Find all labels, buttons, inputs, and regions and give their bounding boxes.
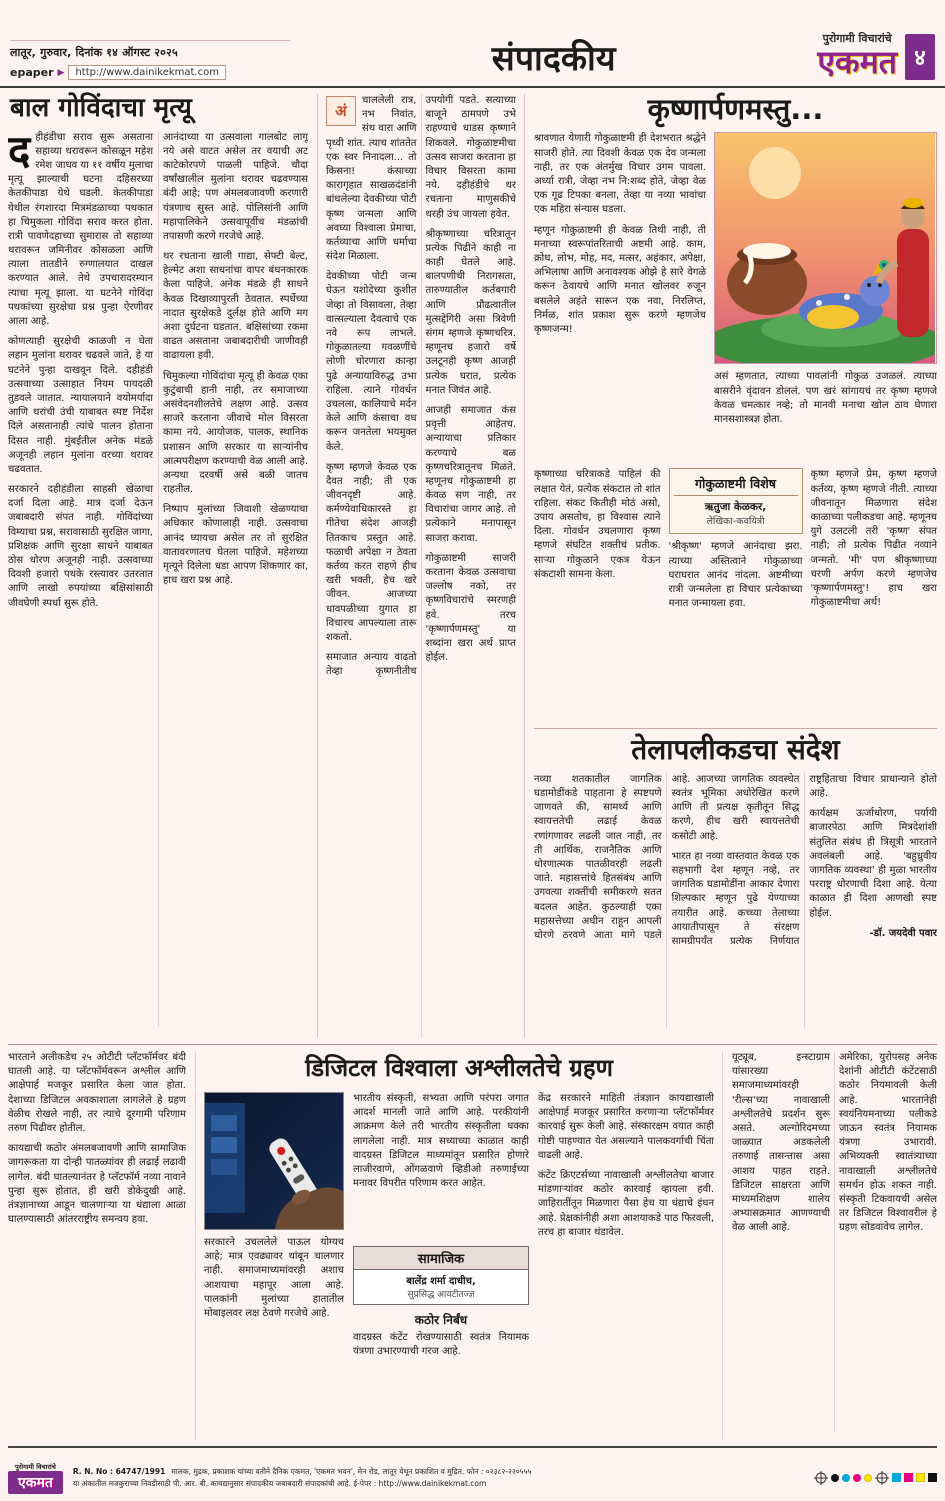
article-telapalikad bbox=[534, 728, 937, 1028]
body-paragraph: निष्पाप मुलांच्या जिवाशी खेळण्याचा अधिकार कोणालाही नाही. उत्सवाचा आनंद घ्यायचा असेल तर तो सुरक्षित वातावरणातच घेतला पाहिजे. महेशच्या मृत्यूने दिलेला धडा आपण शिकणार का, हाच खरा प्रश्न आहे. bbox=[163, 504, 308, 587]
box-role: सुप्रसिद्ध आयटीतज्ज्ञ bbox=[407, 1290, 475, 1300]
body-paragraph: केंद्र सरकारने माहिती तंत्रज्ञान कायद्याखाली आक्षेपार्ह मजकूर प्रसारित करणाऱ्या प्लॅटफॉर्मवर कारवाई सुरू केली आहे. संस्कारक्षम वयात काही गोष्टी पाहण्यात येत असल्याने पालकवर्गाची चिंता वाढली आहे. bbox=[538, 1093, 714, 1161]
yellow-ink-dot bbox=[864, 1474, 872, 1482]
imprint-line-2: या अंकातील मजकुराच्या निवडीसाठी पी. आर. बी. कायद्यानुसार संपादकीय जबाबदारी संपादकांची आहे. ई-पेपर : http://www.dainikekmat.com bbox=[72, 1478, 487, 1488]
paragraph-list bbox=[353, 1331, 529, 1397]
paragraph-list bbox=[811, 468, 938, 720]
main-top-section bbox=[0, 88, 945, 1040]
special-box-title: गोकुळाष्टमी विशेष bbox=[674, 475, 798, 496]
article-bal-govinda bbox=[8, 94, 308, 1038]
tv-remote-photo bbox=[204, 1092, 344, 1230]
special-box-role: लेखिका-कवयित्री bbox=[706, 516, 765, 528]
paragraph-list bbox=[8, 1051, 186, 1431]
section-title: संपादकीय bbox=[491, 39, 616, 79]
digital-middle-row bbox=[204, 1092, 714, 1422]
crosshair-mark-icon bbox=[875, 1471, 889, 1485]
digital-column-1 bbox=[8, 1051, 186, 1440]
header-left bbox=[10, 40, 290, 80]
body-paragraph: म्हणून गोकुळाष्टमी ही केवळ तिथी नाही, ती मनाच्या स्वरूपांतरिताची अष्टमी आहे. काम, क्रोध, लोभ, मोह, मद, मत्सर, अहंकार, अपेक्षा, अभिलाषा आणि अनावश्यक ओझे हे सारे वेगळे करून ठेवायचे आणि मनात खोलवर रुजून बसलेले अहंते सारून एक नवा, निरलिप्त, निर्मळ, शांत प्रकाश सुरू करणे म्हणजेच कृष्णजन्म! bbox=[534, 224, 706, 335]
gokulashtami-special-box bbox=[669, 468, 803, 534]
body-paragraph: कृष्णाच्या चरित्राकडे पाहिलं की लक्षात येतं, प्रत्येक संकटात तो शांत राहिला. संकट कितीही मोठं असो, उपाय असतोच, हा विश्वास त्याने दिला. गोवर्धन उचलणारा कृष्ण म्हणजे संघटित शक्तीचं प्रतीक. साऱ्या गोकुळाने एकत्र येऊन संकटाशी सामना केला. bbox=[534, 469, 661, 580]
lead-paragraph bbox=[8, 131, 153, 330]
page-header bbox=[0, 0, 945, 88]
special-box-author: ऋतुजा केळकर, bbox=[704, 501, 767, 514]
digital-right-columns bbox=[732, 1051, 937, 1440]
body-paragraph: आनंदाच्या या उत्सवाला गालबोट लागू नये असे वाटत असेल तर वयाची अट काटेकोरपणे पाळली पाहिजे. चौदा वर्षांखालील मुलांना थरावर चढवण्यास बंदी आहे; पण अंमलबजावणी करणारी यंत्रणाच सुस्त आहे. पोलिसांनी आणि महापालिकेने उत्सवापूर्वीच मंडळांची तपासणी करणे गरजेचे आहे. bbox=[163, 131, 308, 242]
body-paragraph: -डॉ. जयदेवी पवार bbox=[869, 927, 937, 939]
magenta-color-patch bbox=[904, 1473, 913, 1482]
krish-bottom-right bbox=[811, 468, 938, 720]
body-paragraph: कार्यक्षम ऊर्जाधोरण, पर्यायी बाजारपेठा आणि मित्रदेशांशी संतुलित संबंध ही त्रिसूत्री भारताने अवलंबली आहे. 'बहुध्रुवीय जागतिक व्यवस्था' ही मुळा भारतीय परराष्ट्र धोरणाची दिशा आहे. येत्या काळात ही दिशा आणखी स्पष्ट होईल. bbox=[809, 808, 937, 919]
lead-text: चाललेली रात्र, नभ निवांत, संथ वारा आणि पृथ्वी शांत. त्याच शांततेत एक स्वर निनादला... तो किसना! कंसाच्या कारागृहात साखळदंडांनी बांधलेल्या देवकीच्या पोटी कृष्ण जन्मला आणि अवघ्या विश्वाला प्रेमाचा, कर्तव्याचा आणि धर्माचा संदेश मिळाला. bbox=[326, 95, 417, 263]
krishna-illustration bbox=[714, 132, 937, 364]
krish-bottom-row bbox=[534, 468, 937, 720]
body-paragraph: कोणत्याही सुरक्षेची काळजी न घेता लहान मुलांना थरावर चढवले जाते, हे या घटनेने पुन्हा दाखवून दिले. दहीहंडी उत्सवाच्या उत्साहात नियम पायदळी तुडवले जातात. न्यायालयाने वयोमर्यादा आणि थरांची उंची याबाबत स्पष्ट निर्देश दिले असतानाही त्यांचे पालन होताना दिसत नाही. मुंबईतील अनेक मंडळे अजूनही लहान मुलांना वरच्या थरावर चढवतात. bbox=[8, 336, 153, 475]
body-paragraph: कायद्याची कठोर अंमलबजावणी आणि सामाजिक जागरूकता या दोन्ही पातळ्यांवर ही लढाई लढावी लागेल. बंदी घातल्यानंतर हे प्लॅटफॉर्म नव्या नावाने पुन्हा सुरू होतात, ही खरी डोकेदुखी आहे. तंत्रज्ञानाच्या आडून चालणाऱ्या या धंद्याला आळा घालण्यासाठी आंतरराष्ट्रीय समन्वय हवा. bbox=[8, 1143, 186, 1226]
paragraph-list bbox=[534, 468, 661, 720]
body-paragraph: यूट्यूब, इन्स्टाग्राम यांसारख्या समाजमाध्यमांवरही 'रील्स'च्या नावाखाली अश्लीलतेचे प्रदर्शन सुरू असते. अल्गोरिदमच्या जाळ्यात अडकलेली तरुणाई तासन्तास असा आशय पाहत राहते. डिजिटल साक्षरता आणि माध्यमशिक्षण शालेय अभ्यासक्रमात आणण्याची वेळ आली आहे. bbox=[732, 1052, 830, 1234]
footer-masthead bbox=[8, 1462, 63, 1494]
epaper-url-link[interactable]: http://www.dainikekmat.com bbox=[68, 65, 226, 80]
samajik-author-box bbox=[353, 1246, 529, 1305]
print-registration-marks bbox=[814, 1471, 937, 1485]
paragraph-list bbox=[732, 1051, 937, 1433]
body-paragraph: सरकारने उचललेले पाऊल योग्यच आहे; मात्र एवढ्यावर थांबून चालणार नाही. समाजमाध्यमांवरही अशाच आशयाचा महापूर आला आहे. पालकांनी मुलांच्या हातातील मोबाइलवर लक्ष ठेवणे गरजेचे आहे. bbox=[204, 1237, 344, 1319]
dateline: लातूर, गुरुवार, दिनांक १४ ऑगस्ट २०२५ bbox=[10, 46, 178, 59]
subheadline: कठोर निर्बंध bbox=[414, 1313, 468, 1327]
paragraph-list bbox=[353, 1092, 529, 1242]
digital-box-column bbox=[353, 1092, 529, 1422]
body-paragraph: भारताने अलीकडेच २५ ओटीटी प्लॅटफॉर्मवर बंदी घातली आहे. या प्लॅटफॉर्मवरून अश्लील आणि आक्षेपार्ह मजकूर प्रसारित केला जात होता. देशाच्या डिजिटल अवकाशाला लागलेले हे ग्रहण वेळीच रोखले नाही, तर त्याचे दूरगामी परिणाम तरुण पिढीवर होतील. bbox=[8, 1052, 186, 1134]
body-paragraph: आजही समाजात कंस प्रवृत्ती आहेतच. अन्यायाचा प्रतिकार करण्याचे बळ कृष्णचरित्रातूनच मिळते. म्हणूनच गोकुळाष्टमी हा केवळ सण नाही, तर विचारांचा जागर आहे. तो प्रत्येकाने मनापासून साजरा करावा. bbox=[425, 404, 516, 544]
box-title: सामाजिक bbox=[354, 1247, 528, 1270]
krish-bottom-middle bbox=[669, 468, 803, 720]
krish-left-column bbox=[534, 132, 706, 462]
paragraph-list bbox=[538, 1092, 714, 1422]
editorial-marker: अं bbox=[326, 96, 356, 126]
yellow-color-patch bbox=[916, 1473, 925, 1482]
article-headline: बाल गोविंदाचा मृत्यू bbox=[10, 93, 192, 123]
play-icon: ▶ bbox=[57, 67, 65, 78]
masthead-tagline: पुरोगामी विचारांचे bbox=[822, 32, 892, 46]
body-paragraph: देवकीच्या पोटी जन्म घेऊन यशोदेच्या कुशीत जेव्हा तो विसावला, तेव्हा वात्सल्याला दैवत्वाचे एक नवे रूप लाभले. गोकुळातल्या गवळणींचे लोणी चोरणारा कान्हा पुढे अन्यायाविरुद्ध उभा राहिला. त्याने गोवर्धन उचलला, कालियाचे मर्दन केले आणि कंसाचा वध करून जनतेला भयमुक्त केले. bbox=[326, 271, 417, 453]
body-paragraph: कृष्ण म्हणजे प्रेम, कृष्ण म्हणजे कर्तव्य, कृष्ण म्हणजे नीती. त्याच्या जीवनातून मिळणारा संदेश काळाच्या पलीकडचा आहे. म्हणूनच युगे उलटली तरी 'कृष्ण' संपत नाही; तो प्रत्येक पिढीत नव्याने जन्मतो. 'मी' पण श्रीकृष्णाच्या चरणी अर्पण करणे म्हणजेच 'कृष्णार्पणमस्तु'! हाच खरा गोकुळाष्टमीचा अर्थ! bbox=[810, 469, 937, 609]
body-paragraph: भारत हा नव्या वास्तवात केवळ एक सहभागी देश म्हणून नव्हे, तर जागतिक घडामोडींना आकार देणारा शिल्पकार म्हणून पुढे येण्याच्या तयारीत आहे. कच्च्या तेलाच्या आयातीपासून ते संरक्षण सामग्रीपर्यंत प्रत्येक निर्णयात राष्ट्रहिताचा विचार प्राधान्याने होतो आहे. bbox=[671, 773, 937, 947]
article-body bbox=[8, 131, 308, 1027]
article-editorial-anchor bbox=[317, 94, 525, 1038]
imprint-publisher: मालक, मुद्रक, प्रकाशक यांच्या वतीने दैनिक एकमत, 'एकमत भवन', मेन रोड, लातूर येथून प्रकाशित व मुद्रित. फोन : ०२३८२-२२०५५५ bbox=[171, 1466, 532, 1476]
body-paragraph: 'श्रीकृष्ण' म्हणजे आनंदाचा झरा. त्याच्या अस्तित्वाने गोकुळाच्या घराघरात आनंद नांदला. अष्टमीच्या रात्री जन्मलेला हा विचार प्रत्येकाच्या मनात जन्मायला हवा. bbox=[668, 541, 803, 610]
box-author: बालेंद्र शर्मा दाधीच, bbox=[406, 1276, 476, 1287]
digital-column-4 bbox=[538, 1092, 714, 1422]
body-paragraph: थर रचताना खाली गाद्या, सेफ्टी बेल्ट, हेल्मेट अशा साधनांचा वापर बंधनकारक केला पाहिजे. अनेक मंडळे ही साधने केवळ दिखाव्यापुरती ठेवतात. स्पर्धेच्या नादात सुरक्षेकडे दुर्लक्ष होते आणि मग अशा दुर्घटना घडतात. बक्षिसांच्या रकमा वाढत असताना जबाबदारीची जाणीवही वाढायला हवी. bbox=[163, 251, 308, 362]
masthead-brand: एकमत bbox=[817, 43, 897, 82]
body-paragraph: गोकुळाष्टमी साजरी करताना केवळ उत्सवाचा जल्लोष नको, तर कृष्णविचारांचे स्मरणही हवे. तरच 'कृष्णार्पणमस्तु' या शब्दांना खरा अर्थ प्राप्त होईल. bbox=[425, 552, 516, 664]
black-color-patch bbox=[928, 1473, 937, 1482]
body-paragraph: कृष्ण म्हणजे केवळ एक दैवत नाही; ती एक जीवनदृष्टी आहे. कर्मण्येवाधिकारस्ते हा गीतेचा संदेश आजही तितकाच प्रस्तुत आहे. फळाची अपेक्षा न ठेवता कर्तव्य करत राहणे हीच खरी भक्ती, हेच खरे जीवन. आजच्या धावपळीच्या युगात हा विचारच आपल्याला तारू शकतो. bbox=[326, 461, 417, 643]
body-paragraph: वादग्रस्त कंटेंट रोखण्यासाठी स्वतंत्र नियामक यंत्रणा उभारण्याची गरज आहे. bbox=[353, 1332, 529, 1358]
article-body bbox=[326, 94, 516, 1038]
footer-brand: एकमत bbox=[8, 1471, 63, 1494]
cyan-ink-dot bbox=[842, 1474, 850, 1482]
digital-middle bbox=[195, 1051, 723, 1440]
krish-bottom-left bbox=[534, 468, 661, 720]
article-headline: तेलापलीकडचा संदेश bbox=[631, 733, 840, 767]
article-headline: डिजिटल विश्वाला अश्लीलतेचे ग्रहण bbox=[305, 1054, 613, 1082]
paragraph-list bbox=[669, 540, 803, 690]
krish-right-column bbox=[714, 132, 937, 462]
page-number: ४ bbox=[905, 34, 935, 80]
paragraph-list bbox=[204, 1236, 344, 1416]
crosshair-mark-icon bbox=[814, 1471, 828, 1485]
article-headline: कृष्णार्पणमस्तु... bbox=[647, 92, 824, 126]
imprint-line-1 bbox=[73, 1466, 804, 1478]
body-paragraph: अमेरिका, युरोपसह अनेक देशांनी ओटीटी कंटेंटसाठी कठोर नियमावली केली आहे. भारतानेही स्वयंनियमनाच्या पलीकडे जाऊन स्वतंत्र नियामक यंत्रणा उभारावी. अभिव्यक्ती स्वातंत्र्याच्या नावाखाली अश्लीलतेचे समर्थन होऊ शकत नाही. संस्कृती टिकवायची असेल तर डिजिटल विश्वावरील हे ग्रहण सोडवावेच लागेल. bbox=[839, 1052, 937, 1234]
imprint-text bbox=[73, 1466, 804, 1490]
article-krishnarpanmastu bbox=[534, 94, 937, 720]
krish-top-row bbox=[534, 132, 937, 462]
masthead bbox=[817, 31, 897, 80]
paragraph-list bbox=[714, 370, 937, 458]
epaper-label[interactable]: epaper bbox=[10, 66, 54, 79]
body-paragraph: श्रीकृष्णाच्या चरित्रातून प्रत्येक पिढीने काही ना काही घेतले आहे. बालपणीची निरागसता, तारुण्यातील कर्तबगारी आणि प्रौढत्वातील मुत्सद्देगिरी असा त्रिवेणी संगम म्हणजे कृष्णचरित्र. म्हणूनच हजारो वर्षे उलटूनही कृष्ण आजही प्रत्येक घरात, प्रत्येक मनात जिवंत आहे. bbox=[425, 228, 516, 396]
lead-text: हीहंडीचा सराव सुरू असताना सहाव्या थरावरून कोसळून महेश रमेश जाधव या ११ वर्षीय मुलाचा मृत्यू झाल्याची घटना दहिसरच्या केतकीपाडा येथे घडली. केतकीपाडा येथील रंगशारदा मित्रमंडळाच्या पथकात हा चिमुकला गोविंदा सराव करत होता. रात्री पावणेदहाच्या सुमारास तो सहाव्या थरावरून जमिनीवर कोसळला आणि त्याला तातडीने रुग्णालयात दाखल करण्यात आले. तेथे उपचारादरम्यान त्याचा मृत्यू झाला. या घटनेने गोविंदा पथकांच्या सुरक्षेचा प्रश्न पुन्हा ऐरणीवर आला आहे. bbox=[8, 131, 153, 328]
article-body bbox=[534, 773, 937, 1029]
cyan-color-patch bbox=[892, 1473, 901, 1482]
registration-number: R. N. No : 64747/1991 bbox=[72, 1466, 166, 1476]
body-paragraph: नव्या शतकातील जागतिक घडामोडींकडे पाहताना हे स्पष्टपणे जाणवते की, सामर्थ्य आणि स्वायत्ततेची लढाई केवळ रणांगणावर लढली जात नाही, तर ती आर्थिक, राजनैतिक आणि धोरणात्मक पातळीवरही लढली जाते. महासत्तांचे हितसंबंध आणि उगवत्या शक्तींची समीकरणे सतत बदलत आहेत. कुठल्याही एका महासत्तेच्या अधीन राहून आपली धोरणे ठरवणे आता मागे पडले आहे. आजच्या जागतिक व्यवस्थेत स्वतंत्र भूमिका अधोरेखित करणे आणि ती प्रत्यक्ष कृतीतून सिद्ध करणे, हीच खरी स्वायत्ततेची कसोटी आहे. bbox=[534, 773, 800, 941]
magenta-ink-dot bbox=[853, 1474, 861, 1482]
header-right bbox=[817, 31, 935, 80]
body-paragraph: श्रावणात येणारी गोकुळाष्टमी ही देशभरात श्रद्धेने साजरी होते. त्या दिवशी केवळ एक देव जन्मला नाही, तर एक अंतर्मुख विचार उगम पावला. अर्ध्या रात्री, जेव्हा नभ नि:शब्द होते, जेव्हा वेळ एक गूढ टिपका बनला, तेव्हा या नव्या भावांचा एक महिरा संन्यास घडला. bbox=[534, 133, 706, 216]
body-paragraph: चिमुकल्या गोविंदांचा मृत्यू ही केवळ एका कुटुंबाची हानी नाही, तर समाजाच्या असंवेदनशीलतेचे लक्षण आहे. उत्सव साजरे करताना जीवाचे मोल विसरता कामा नये. आयोजक, पालक, स्थानिक प्रशासन आणि सरकार या साऱ्यांनीच आत्मपरीक्षण करण्याची वेळ आली आहे. अन्यथा दरवर्षी असे बळी जातच राहतील. bbox=[163, 370, 308, 496]
black-ink-dot bbox=[831, 1474, 839, 1482]
paragraph-list bbox=[534, 132, 706, 462]
body-paragraph: समाजात अन्याय वाढतो तेव्हा कृष्णनीतीच उपयोगी पडते. सत्याच्या बाजूने ठामपणे उभे राहण्याचे धाडस कृष्णाने शिकवले. गोकुळाष्टमीचा उत्सव साजरा करताना हा विचार विसरता कामा नये. दहीहंडीचे थर रचताना माणुसकीचे थरही उंच जायला हवेत. bbox=[326, 95, 516, 678]
page-footer bbox=[8, 1446, 937, 1501]
body-paragraph: भारतीय संस्कृती, सभ्यता आणि परंपरा जगात आदर्श मानली जाते आणि आहे. परकीयांनी आक्रमण केले तरी भारतीय संस्कृतीला धक्का लागलेला नाही. मात्र सध्याच्या काळात काही वादग्रस्त डिजिटल माध्यमांतून प्रसारित होणारे लाजीरवाणे, ओंगळवाणे व्हिडीओ तरुणाईच्या मनावर विपरीत परिणाम करत आहेत. bbox=[353, 1093, 529, 1190]
lead-paragraph bbox=[326, 94, 417, 264]
dropcap: द bbox=[8, 130, 31, 175]
right-column bbox=[534, 94, 937, 1038]
body-paragraph: कंटेंट क्रिएटर्सच्या नावाखाली अश्लीलतेचा बाजार मांडणाऱ्यांवर कठोर कारवाई व्हायला हवी. जाहिरातींतून मिळणारा पैसा हेच या धंद्याचे इंधन आहे. प्रेक्षकांनीही अशा आशयाकडे पाठ फिरवली, तरच हा बाजार थंडावेल. bbox=[538, 1169, 714, 1238]
epaper-row bbox=[10, 65, 290, 80]
header-center bbox=[491, 39, 616, 80]
body-paragraph: असं म्हणतात, त्याच्या पावलांनी गोकुळ उजळलं. त्याच्या बासरीने वृंदावन डोललं. पण खरं सांगायचं तर कृष्ण म्हणजे केवळ चमत्कार नव्हे; तो मानवी मनाचा खोल ठाव घेणारा मानसशास्त्रज्ञ होता. bbox=[714, 371, 937, 425]
article-digital-obscenity bbox=[8, 1044, 937, 1440]
footer-tagline: पुरोगामी विचारांचे bbox=[15, 1462, 56, 1471]
body-paragraph: सरकारने दहीहंडीला साहसी खेळाचा दर्जा दिला आहे. मात्र दर्जा देऊन जबाबदारी संपत नाही. गोविंदांच्या विम्याचा प्रश्न, सरावासाठी सुरक्षित जागा, प्रशिक्षक आणि सुरक्षा साधने याबाबत ठोस धोरण अजूनही नाही. उत्सवाच्या दिवशी हजारो पथके रस्त्यावर उतरतात आणि लाखो रुपयांच्या बक्षिसांसाठी जीवघेणी स्पर्धा सुरू होते. bbox=[8, 484, 153, 609]
digital-image-column bbox=[204, 1092, 344, 1422]
